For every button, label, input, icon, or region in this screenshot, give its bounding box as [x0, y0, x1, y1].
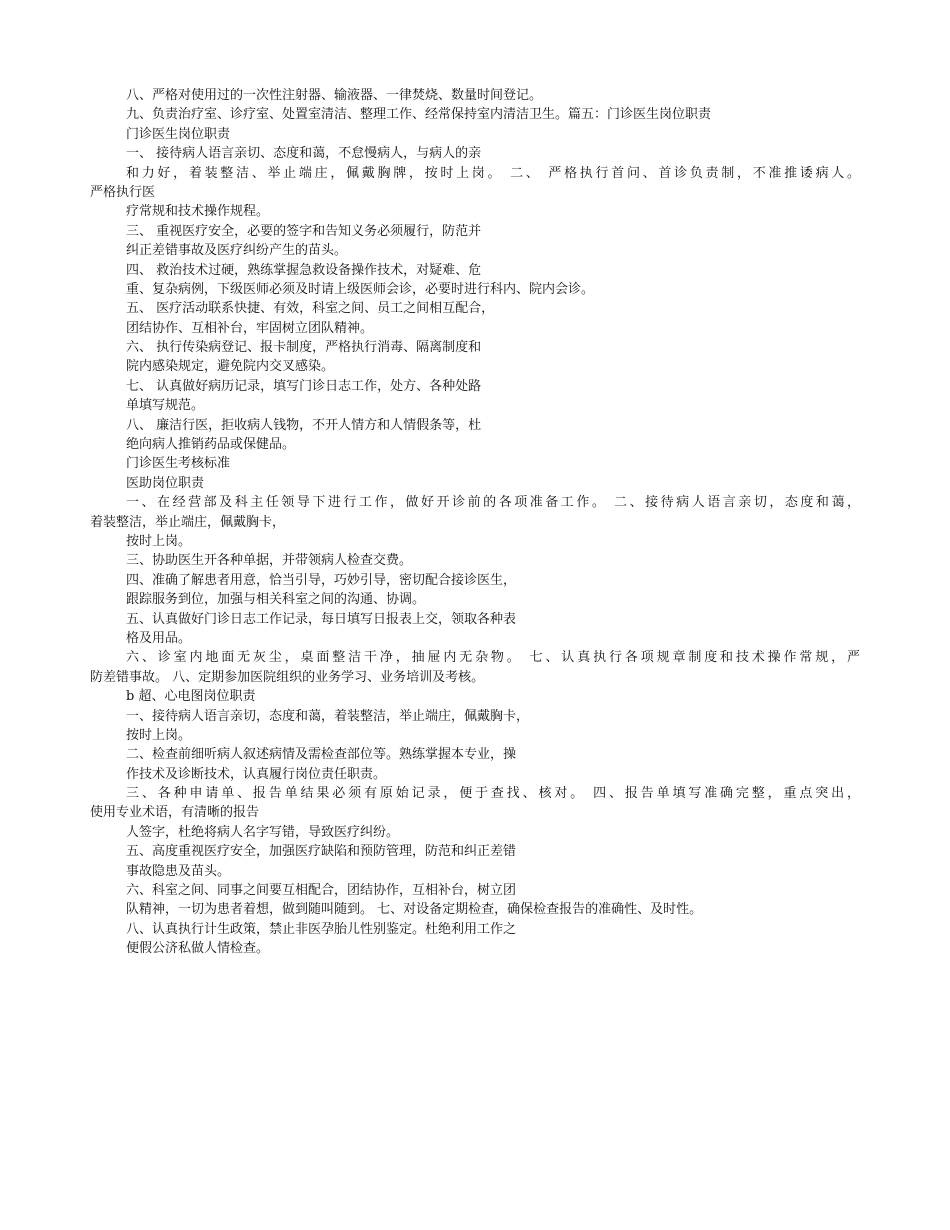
text-line: 八、严格对使用过的一次性注射器、输液器、一律焚烧、数量时间登记。 [126, 88, 543, 103]
text-line: 按时上岗。 [126, 727, 192, 743]
text-line: 一、在经营部及科主任领导下进行工作，做好开诊前的各项准备工作。 二、接待病人语言亲切，态度和蔼， [126, 495, 860, 511]
text-line: 和力好，着装整洁、举止端庄，佩戴胸牌，按时上岗。 二、 严格执行首问、首诊负责制，不准推诿病人。 [126, 165, 860, 181]
text-line: 严格执行医 [90, 184, 156, 200]
text-line: 队精神，一切为患者着想，做到随叫随到。 七、对设备定期检查，确保检查报告的准确性、及时性。 [126, 902, 703, 918]
text-line: 三、各种申请单、报告单结果必须有原始记录，便于查找、核对。 四、报告单填写准确完整，重点突出， [126, 786, 860, 802]
text-line: 绝向病人推销药品或保健品。 [126, 437, 296, 453]
text-line: 疗常规和技术操作规程。 [126, 204, 270, 220]
text-line: 重、复杂病例，下级医师必须及时请上级医师会诊，必要时进行科内、院内会诊。 [126, 281, 595, 297]
text-line: 五、高度重视医疗安全，加强医疗缺陷和预防管理，防范和纠正差错 [126, 844, 517, 860]
text-line: 单填写规范。 [126, 398, 205, 414]
text-line: 作技术及诊断技术，认真履行岗位责任职责。 [126, 766, 387, 782]
text-line: 人签字，杜绝将病人名字写错，导致医疗纠纷。 [126, 824, 400, 840]
text-line: 着装整洁，举止端庄，佩戴胸卡， [90, 514, 286, 530]
text-line: 八、 廉洁行医，拒收病人钱物，不开人情方和人情假条等，杜 [126, 417, 482, 433]
text-line: 四、 救治技术过硬，熟练掌握急救设备操作技术，对疑难、危 [126, 262, 482, 278]
text-line: 六、 执行传染病登记、报卡制度，严格执行消毒、隔离制度和 [126, 340, 482, 356]
text-line: 院内感染规定，避免院内交叉感染。 [126, 359, 335, 375]
text-line: 八、认真执行计生政策，禁止非医孕胎儿性别鉴定。杜绝利用工作之 [126, 921, 517, 937]
text-line: 五、 医疗活动联系快捷、有效，科室之间、员工之间相互配合， [126, 301, 495, 317]
text-line: 六、科室之间、同事之间要互相配合，团结协作，互相补台，树立团 [126, 883, 517, 899]
text-line: 九、负责治疗室、诊疗室、处置室清洁、整理工作、经常保持室内清洁卫生。篇五：门诊医生岗位职责 [126, 107, 712, 123]
text-line: 一、接待病人语言亲切，态度和蔼，着装整洁，举止端庄，佩戴胸卡， [126, 708, 530, 724]
text-line: 使用专业术语，有清晰的报告 [90, 805, 260, 821]
text-line: 二、检查前细听病人叙述病情及需检查部位等。熟练掌握本专业，操 [126, 747, 517, 763]
text-line: 防差错事故。 八、定期参加医院组织的业务学习、业务培训及考核。 [90, 669, 485, 685]
text-line: 门诊医生考核标准 [126, 456, 231, 472]
text-line: 便假公济私做人情检查。 [126, 941, 270, 957]
text-line: 跟踪服务到位，加强与相关科室之间的沟通、协调。 [126, 592, 426, 608]
text-line: 门诊医生岗位职责 [126, 126, 231, 142]
text-line: b 超、心电图岗位职责 [126, 689, 256, 705]
text-line: 按时上岗。 [126, 533, 192, 549]
text-line: 一、 接待病人语言亲切、态度和蔼，不怠慢病人，与病人的亲 [126, 146, 482, 162]
text-line: 五、认真做好门诊日志工作记录，每日填写日报表上交，领取各种表 [126, 611, 517, 627]
text-line: 医助岗位职责 [126, 475, 205, 491]
document-body [90, 86, 860, 959]
text-line: 七、 认真做好病历记录，填写门诊日志工作，处方、各种处路 [126, 378, 482, 394]
text-line: 四、准确了解患者用意，恰当引导，巧妙引导，密切配合接诊医生， [126, 572, 517, 588]
text-line: 三、协助医生开各种单据，并带领病人检查交费。 [126, 553, 413, 569]
text-line: 三、 重视医疗安全，必要的签字和告知义务必须履行，防范并 [126, 223, 482, 239]
text-line: 团结协作、互相补台，牢固树立团队精神。 [126, 320, 374, 336]
text-line: 格及用品。 [126, 630, 192, 646]
text-line: 六、诊室内地面无灰尘，桌面整洁干净，抽屉内无杂物。 七、认真执行各项规章制度和技术操作常规，严 [126, 650, 860, 666]
text-line: 纠正差错事故及医疗纠纷产生的苗头。 [126, 243, 348, 259]
text-line: 事故隐患及苗头。 [126, 863, 231, 879]
